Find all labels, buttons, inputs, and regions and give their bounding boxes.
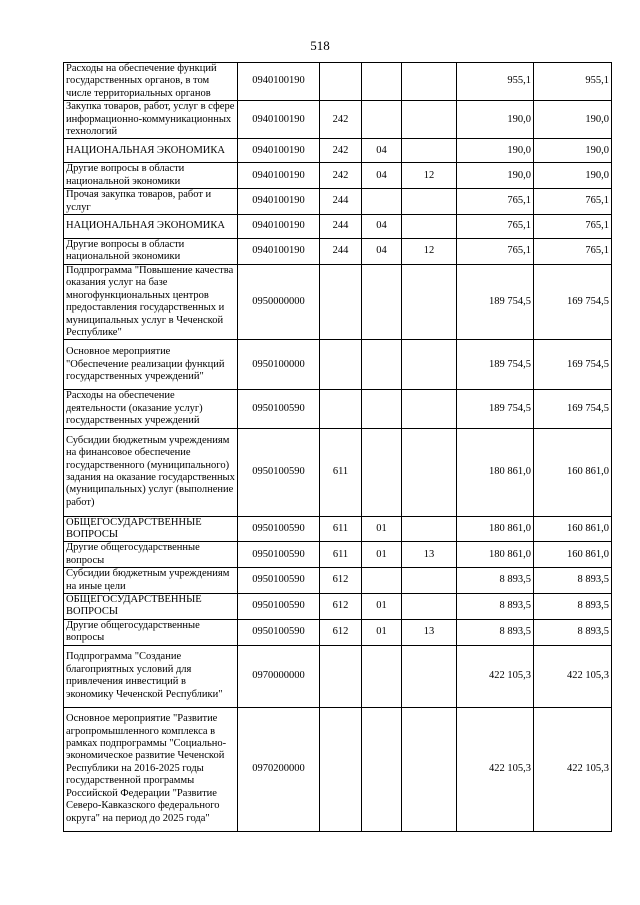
row-code-cell: 0940100190 (238, 101, 320, 139)
row-code-cell: 0950100590 (238, 516, 320, 542)
row-name-cell: Подпрограмма "Создание благоприятных условий для привлечения инвестиций в экономику Чеченской Республики" (64, 645, 238, 707)
table-row (64, 189, 612, 215)
row-amount-2-cell: 8 893,5 (534, 593, 612, 619)
row-subsection-cell: 13 (402, 619, 457, 645)
row-amount-2-cell: 190,0 (534, 139, 612, 163)
row-section-cell (362, 645, 402, 707)
row-code-cell: 0940100190 (238, 189, 320, 215)
row-expense-type-cell: 611 (320, 428, 362, 516)
row-amount-1-cell: 765,1 (457, 215, 534, 239)
row-subsection-cell (402, 139, 457, 163)
row-expense-type-cell: 242 (320, 139, 362, 163)
row-code-cell: 0950100000 (238, 340, 320, 390)
row-name-cell: Основное мероприятие "Обеспечение реализации функций государственных учреждений" (64, 340, 238, 390)
table-row (64, 428, 612, 516)
row-name-cell: Прочая закупка товаров, работ и услуг (64, 189, 238, 215)
row-subsection-cell (402, 340, 457, 390)
table-row (64, 568, 612, 594)
row-subsection-cell (402, 390, 457, 428)
row-section-cell (362, 189, 402, 215)
row-amount-2-cell: 169 754,5 (534, 264, 612, 339)
row-subsection-cell: 12 (402, 163, 457, 189)
row-amount-1-cell: 189 754,5 (457, 264, 534, 339)
row-amount-2-cell: 422 105,3 (534, 707, 612, 831)
row-amount-1-cell: 8 893,5 (457, 619, 534, 645)
row-section-cell (362, 101, 402, 139)
row-subsection-cell (402, 707, 457, 831)
row-expense-type-cell: 244 (320, 189, 362, 215)
row-amount-2-cell: 765,1 (534, 215, 612, 239)
row-name-cell: Другие общегосударственные вопросы (64, 619, 238, 645)
row-expense-type-cell (320, 707, 362, 831)
row-amount-2-cell: 160 861,0 (534, 516, 612, 542)
row-section-cell: 01 (362, 516, 402, 542)
row-expense-type-cell: 244 (320, 239, 362, 265)
table-row (64, 239, 612, 265)
row-name-cell: Другие вопросы в области национальной экономики (64, 163, 238, 189)
row-section-cell (362, 707, 402, 831)
row-name-cell: Подпрограмма "Повышение качества оказания услуг на базе многофункциональных центров предоставления государственных и муниципальных услуг в Чеченской Республике" (64, 264, 238, 339)
row-amount-1-cell: 189 754,5 (457, 390, 534, 428)
row-code-cell: 0940100190 (238, 163, 320, 189)
row-name-cell: ОБЩЕГОСУДАРСТВЕННЫЕ ВОПРОСЫ (64, 593, 238, 619)
row-expense-type-cell: 611 (320, 542, 362, 568)
row-amount-2-cell: 169 754,5 (534, 390, 612, 428)
row-code-cell: 0950100590 (238, 619, 320, 645)
row-code-cell: 0940100190 (238, 215, 320, 239)
row-subsection-cell (402, 63, 457, 101)
row-subsection-cell (402, 568, 457, 594)
row-subsection-cell (402, 101, 457, 139)
row-amount-1-cell: 190,0 (457, 101, 534, 139)
row-amount-1-cell: 765,1 (457, 189, 534, 215)
table-row (64, 139, 612, 163)
row-amount-1-cell: 8 893,5 (457, 593, 534, 619)
row-section-cell: 04 (362, 239, 402, 265)
row-expense-type-cell: 612 (320, 619, 362, 645)
row-section-cell: 01 (362, 619, 402, 645)
table-row (64, 215, 612, 239)
row-amount-1-cell: 180 861,0 (457, 428, 534, 516)
row-amount-2-cell: 765,1 (534, 239, 612, 265)
row-amount-2-cell: 190,0 (534, 163, 612, 189)
row-amount-2-cell: 160 861,0 (534, 428, 612, 516)
row-section-cell (362, 264, 402, 339)
table-row (64, 163, 612, 189)
row-code-cell: 0970200000 (238, 707, 320, 831)
row-amount-2-cell: 190,0 (534, 101, 612, 139)
row-section-cell (362, 568, 402, 594)
table-row (64, 645, 612, 707)
row-name-cell: ОБЩЕГОСУДАРСТВЕННЫЕ ВОПРОСЫ (64, 516, 238, 542)
row-amount-2-cell: 955,1 (534, 63, 612, 101)
row-subsection-cell (402, 264, 457, 339)
row-name-cell: Расходы на обеспечение функций государственных органов, в том числе территориальных органов (64, 63, 238, 101)
row-subsection-cell (402, 215, 457, 239)
table-row (64, 593, 612, 619)
table-row (64, 63, 612, 101)
row-subsection-cell (402, 428, 457, 516)
row-name-cell: НАЦИОНАЛЬНАЯ ЭКОНОМИКА (64, 139, 238, 163)
row-amount-1-cell: 189 754,5 (457, 340, 534, 390)
row-name-cell: Субсидии бюджетным учреждениям на финансовое обеспечение государственного (муниципального) задания на оказание государственных (муниципальных) услуг (выполнение работ) (64, 428, 238, 516)
row-amount-2-cell: 8 893,5 (534, 619, 612, 645)
row-section-cell: 01 (362, 542, 402, 568)
row-name-cell: Основное мероприятие "Развитие агропромышленного комплекса в рамках подпрограммы "Социально-экономическое развитие Чеченской Республики на 2016-2025 годы государственной программы Российской Федерации "Развитие Северо-Кавказского федерального округа" на период до 2025 года" (64, 707, 238, 831)
row-section-cell: 01 (362, 593, 402, 619)
row-code-cell: 0970000000 (238, 645, 320, 707)
table-row (64, 264, 612, 339)
row-subsection-cell (402, 516, 457, 542)
row-amount-2-cell: 422 105,3 (534, 645, 612, 707)
row-name-cell: Другие общегосударственные вопросы (64, 542, 238, 568)
row-amount-2-cell: 765,1 (534, 189, 612, 215)
row-amount-1-cell: 422 105,3 (457, 645, 534, 707)
row-amount-1-cell: 8 893,5 (457, 568, 534, 594)
row-code-cell: 0940100190 (238, 63, 320, 101)
table-row (64, 101, 612, 139)
row-subsection-cell: 12 (402, 239, 457, 265)
table-row (64, 390, 612, 428)
page-number: 518 (310, 38, 330, 53)
row-amount-1-cell: 955,1 (457, 63, 534, 101)
row-section-cell: 04 (362, 215, 402, 239)
row-expense-type-cell: 612 (320, 593, 362, 619)
row-expense-type-cell (320, 63, 362, 101)
row-name-cell: Субсидии бюджетным учреждениям на иные цели (64, 568, 238, 594)
table-row (64, 707, 612, 831)
row-expense-type-cell (320, 390, 362, 428)
row-amount-1-cell: 422 105,3 (457, 707, 534, 831)
row-expense-type-cell: 612 (320, 568, 362, 594)
row-code-cell: 0950100590 (238, 593, 320, 619)
row-subsection-cell (402, 593, 457, 619)
row-amount-1-cell: 180 861,0 (457, 542, 534, 568)
row-code-cell: 0950100590 (238, 542, 320, 568)
row-amount-1-cell: 180 861,0 (457, 516, 534, 542)
row-expense-type-cell: 242 (320, 101, 362, 139)
table-row (64, 516, 612, 542)
row-section-cell: 04 (362, 163, 402, 189)
row-amount-1-cell: 765,1 (457, 239, 534, 265)
row-subsection-cell (402, 645, 457, 707)
row-section-cell (362, 340, 402, 390)
row-amount-1-cell: 190,0 (457, 139, 534, 163)
table-row (64, 340, 612, 390)
row-name-cell: НАЦИОНАЛЬНАЯ ЭКОНОМИКА (64, 215, 238, 239)
row-expense-type-cell: 242 (320, 163, 362, 189)
row-expense-type-cell (320, 645, 362, 707)
row-code-cell: 0950100590 (238, 428, 320, 516)
row-code-cell: 0940100190 (238, 139, 320, 163)
row-code-cell: 0940100190 (238, 239, 320, 265)
row-amount-2-cell: 8 893,5 (534, 568, 612, 594)
row-code-cell: 0950000000 (238, 264, 320, 339)
budget-table (63, 62, 612, 832)
row-section-cell (362, 63, 402, 101)
row-section-cell (362, 428, 402, 516)
row-amount-2-cell: 160 861,0 (534, 542, 612, 568)
table-row (64, 542, 612, 568)
row-code-cell: 0950100590 (238, 568, 320, 594)
row-amount-2-cell: 169 754,5 (534, 340, 612, 390)
row-expense-type-cell: 611 (320, 516, 362, 542)
row-amount-1-cell: 190,0 (457, 163, 534, 189)
row-name-cell: Закупка товаров, работ, услуг в сфере информационно-коммуникационных технологий (64, 101, 238, 139)
row-expense-type-cell (320, 264, 362, 339)
row-code-cell: 0950100590 (238, 390, 320, 428)
row-section-cell: 04 (362, 139, 402, 163)
row-name-cell: Другие вопросы в области национальной экономики (64, 239, 238, 265)
row-subsection-cell (402, 189, 457, 215)
table-row (64, 619, 612, 645)
row-subsection-cell: 13 (402, 542, 457, 568)
row-name-cell: Расходы на обеспечение деятельности (оказание услуг) государственных учреждений (64, 390, 238, 428)
row-section-cell (362, 390, 402, 428)
row-expense-type-cell: 244 (320, 215, 362, 239)
row-expense-type-cell (320, 340, 362, 390)
